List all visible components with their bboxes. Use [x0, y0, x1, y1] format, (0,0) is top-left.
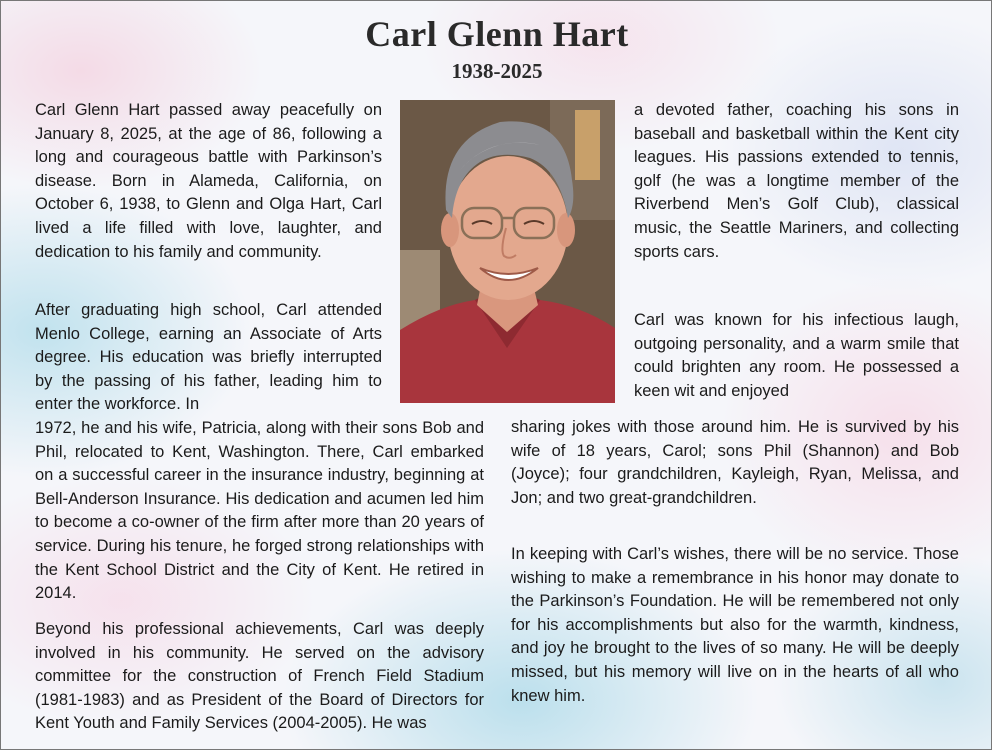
portrait-illustration: [400, 100, 615, 403]
paragraph-personality: Carl was known for his infectious laugh, outgoing personality, and a warm smile that could brighten any room. He possessed a keen wit and enjoyed: [634, 311, 959, 400]
paragraph-survivors: sharing jokes with those around him. He is survived by his wife of 18 years, Carol; sons Phil (Shannon) and Bob (Joyce); four grandchildren, Kayleigh, Ryan, Melissa, and Jon; and two great-grandchildren.: [511, 418, 959, 507]
paragraph-community: Beyond his professional achievements, Carl was deeply involved in his community. He served on the advisory committee for the construction of French Field Stadium (1981-1983) and as President of the Board of Directors for Kent Youth and Family Services (2004-2005). He was: [35, 620, 484, 733]
paragraph-career: 1972, he and his wife, Patricia, along with their sons Bob and Phil, relocated to Kent, Washington. There, Carl embarked on a successful career in the insurance industry, beginning at Bell-Anderson Insurance. His dedication and acumen led him to become a co-owner of the firm after more than 20 years of service. During his tenure, he forged strong relationships with the Kent School District and the City of Kent. He retired in 2014.: [35, 419, 484, 603]
paragraph-father: a devoted father, coaching his sons in baseball and basketball within the Kent city leagues. His passions extended to tennis, golf (he was a longtime member of the Riverbend Men’s Golf Club), classical music, the Seattle Mariners, and collecting sports cars.: [634, 101, 959, 261]
paragraph-birth: Carl Glenn Hart passed away peacefully on January 8, 2025, at the age of 86, following a long and courageous battle with Parkinson’s disease. Born in Alameda, California, on October 6, 1938, to Glenn and Olga Hart, Carl lived a life filled with love, laughter, and dedication to his family and community.: [35, 101, 382, 261]
life-years: 1938-2025: [451, 59, 543, 83]
portrait-photo: [400, 100, 615, 403]
paragraph-career-intro: After graduating high school, Carl attended Menlo College, earning an Associate of Arts degree. His education was briefly interrupted by the passing of his father, leading him to enter the workforce. In: [35, 301, 382, 414]
paragraph-remembrance: In keeping with Carl’s wishes, there will be no service. Those wishing to make a remembrance in his honor may donate to the Parkinson’s Foundation. He will be remembered not only for his accomplishments but also for the warmth, kindness, and joy he brought to the lives of so many. He will be deeply missed, but his memory will live on in the hearts of all who knew him.: [511, 545, 959, 705]
obituary-name: Carl Glenn Hart: [365, 14, 629, 54]
